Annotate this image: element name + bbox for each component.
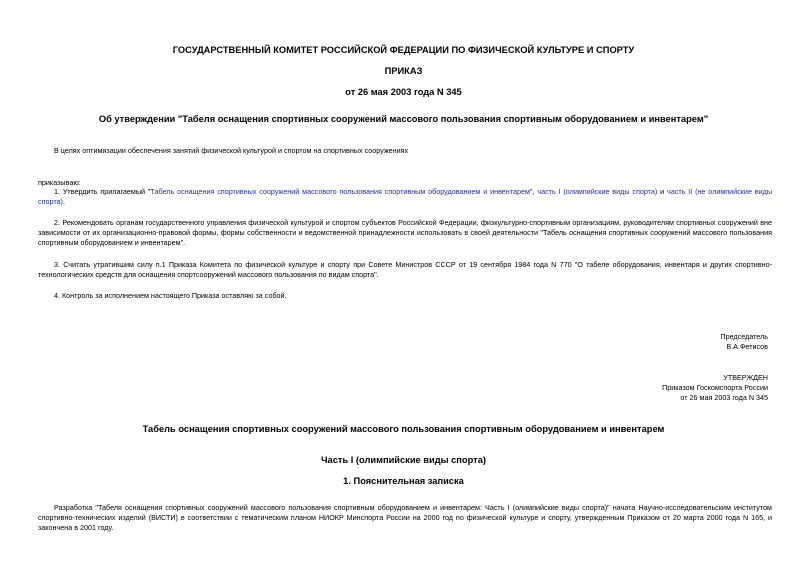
item-1-text-mid: ", <box>529 187 538 196</box>
signature-position: Председатель <box>720 332 768 341</box>
item-3 <box>38 260 772 280</box>
part-2-link[interactable]: часть II (не олимпийские виды спорта) <box>38 187 772 206</box>
annex-part: Часть I (олимпийские виды спорта) <box>321 455 486 465</box>
item-1 <box>38 187 772 207</box>
annex-intro-text: Разработка "Табеля оснащения спортивных сооружений массового пользования спортивным оборудованием и инвентарем: Часть I (олимпийские виды спорта)" начата Научно-исследовательским институтом спортивно-технических изделий (ВИСТИ) в соответствии с тематическим планом НИОКР Минспорта России на 2000 год по физической культуре и спорту, утвержденным Приказом от 20 марта 2000 года N 165, и закончена в 2001 году. <box>38 503 772 532</box>
annex-title: Табель оснащения спортивных сооружений массового пользования спортивным оборудованием и инвентарем <box>142 424 665 434</box>
preamble: В целях оптимизации обеспечения занятий физической культурой и спортом на спортивных сооружениях <box>54 146 409 155</box>
tabel-link[interactable]: Табель оснащения спортивных сооружений массового пользования спортивным оборудованием и инвентарем <box>150 187 530 196</box>
item-2 <box>38 218 772 248</box>
item-1-text-start: 1. Утвердить прилагаемый " <box>54 187 151 196</box>
doc-title: Об утверждении "Табеля оснащения спортивных сооружений массового пользования спортивным оборудованием и инвентарем" <box>98 114 709 124</box>
order-word: приказываю: <box>38 178 81 187</box>
approval-date: от 26 мая 2003 года N 345 <box>680 393 768 402</box>
item-1-text-end: . <box>62 197 65 206</box>
item-2-text: 2. Рекомендовать органам государственного управления физической культурой и спортом субъектов Российской Федерации, физкультурно-спортивным организациям, руководителям спортивных сооружений вне зависимости от их организационно-правовой формы, формы собственности и ведомственной принадлежности использовать в своей деятельности "Табель оснащения спортивных сооружений массового пользования спортивным оборудованием и инвентарем". <box>38 218 772 247</box>
item-4-text: 4. Контроль за исполнением настоящего Приказа оставляю за собой. <box>54 291 287 300</box>
annex-intro <box>38 503 772 533</box>
doc-date-number: от 26 мая 2003 года N 345 <box>345 87 462 97</box>
item-1-text-and: и <box>657 187 667 196</box>
item-4 <box>38 291 772 301</box>
item-3-text: 3. Считать утратившим силу п.1 Приказа Комитета по физической культуре и спорту при Совете Министров СССР от 19 сентября 1984 года N 770 "О табеле оборудования, инвентаря и других спортивно-технологических средств для оснащения спортсооружений массового пользования по видам спорта". <box>38 260 772 279</box>
signature-name: В.А.Фетисов <box>726 342 768 351</box>
annex-section: 1. Пояснительная записка <box>343 476 464 486</box>
doc-type: ПРИКАЗ <box>384 66 423 76</box>
approval-by: Приказом Госкомспорта России <box>662 383 768 392</box>
part-1-link[interactable]: часть I (олимпийские виды спорта) <box>537 187 658 196</box>
agency-heading: ГОСУДАРСТВЕННЫЙ КОМИТЕТ РОССИЙСКОЙ ФЕДЕРАЦИИ ПО ФИЗИЧЕСКОЙ КУЛЬТУРЕ И СПОРТУ <box>172 45 635 55</box>
approval-stamp: УТВЕРЖДЕН <box>723 373 768 382</box>
